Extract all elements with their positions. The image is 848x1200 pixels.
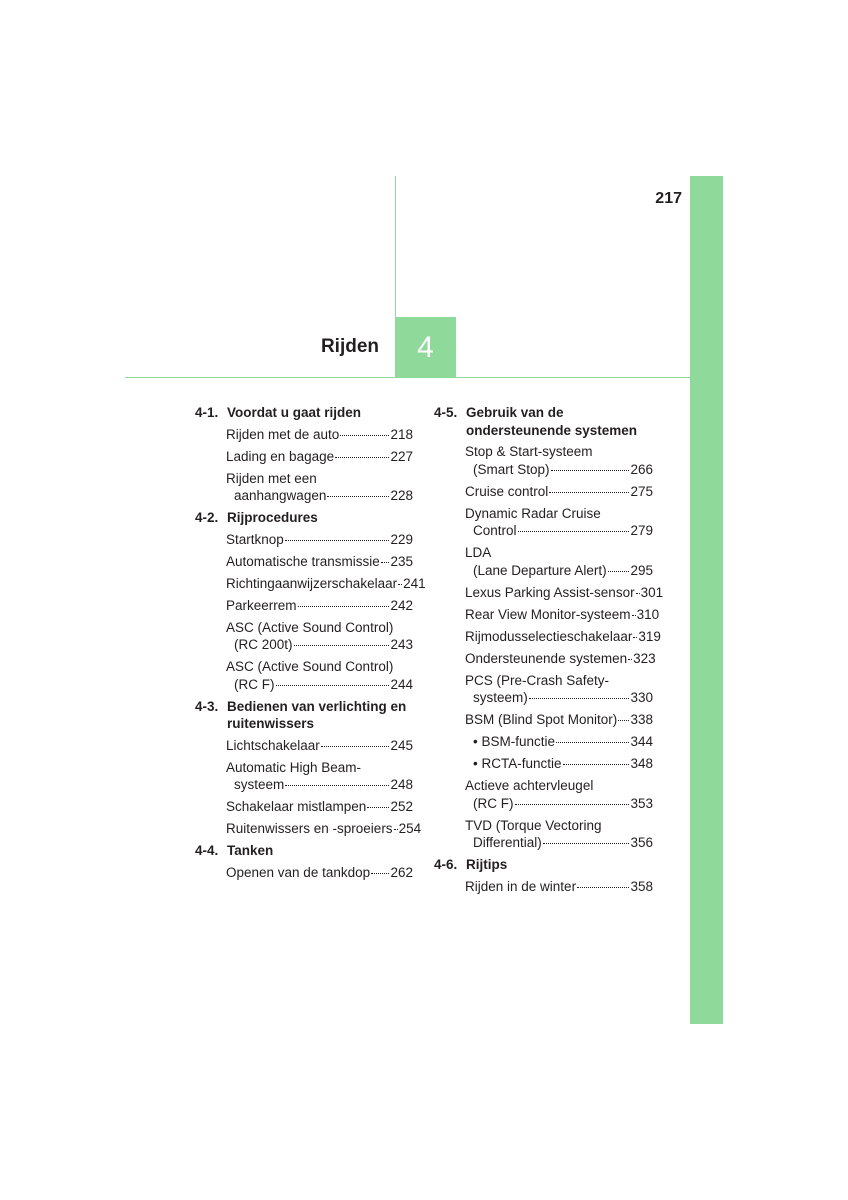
dot-leader bbox=[298, 606, 390, 607]
toc-entry-page: 344 bbox=[630, 734, 653, 749]
toc-entry-page: 295 bbox=[630, 562, 653, 578]
toc-entry-text: Actieve achtervleugel bbox=[465, 778, 594, 793]
toc-entry[interactable] bbox=[195, 737, 413, 755]
toc-entry[interactable] bbox=[434, 733, 653, 751]
toc-entry[interactable] bbox=[434, 628, 661, 646]
toc-entry-text: • RCTA-functie bbox=[473, 756, 562, 771]
toc-entry-text: Parkeerrem bbox=[226, 597, 297, 613]
toc-entry-page: 248 bbox=[390, 777, 413, 792]
toc-entry-text: systeem bbox=[234, 777, 285, 792]
toc-entry[interactable] bbox=[434, 817, 653, 852]
dot-leader bbox=[618, 720, 629, 721]
toc-entry-page: 353 bbox=[630, 795, 653, 811]
toc-entry-text: Rijmodusselectieschakelaar bbox=[465, 628, 633, 644]
toc-entry-page: 330 bbox=[630, 690, 653, 705]
toc-entry-text: Openen van de tankdop bbox=[226, 864, 371, 880]
toc-entry[interactable] bbox=[434, 650, 656, 668]
dot-leader bbox=[340, 435, 389, 436]
toc-entry-text: (Lane Departure Alert) bbox=[473, 562, 607, 578]
toc-right-column bbox=[434, 404, 664, 900]
toc-entry-text: Rijden met de auto bbox=[226, 426, 340, 442]
dot-leader bbox=[398, 584, 402, 585]
toc-left-column bbox=[195, 404, 426, 886]
toc-entry-text: BSM (Blind Spot Monitor) bbox=[465, 712, 618, 727]
toc-entry-text: Rijden in de winter bbox=[465, 878, 577, 894]
toc-entry-page: 358 bbox=[630, 878, 653, 894]
toc-entry-page: 338 bbox=[630, 712, 653, 727]
dot-leader bbox=[549, 492, 629, 493]
toc-entry-text: Rear View Monitor-systeem bbox=[465, 606, 631, 622]
toc-entry-text: aanhangwagen bbox=[234, 488, 327, 503]
dot-leader bbox=[294, 645, 390, 646]
dot-leader bbox=[543, 843, 630, 844]
section-title: Voordat u gaat rijden bbox=[227, 405, 362, 420]
dot-leader bbox=[518, 531, 630, 532]
toc-section-heading bbox=[195, 842, 413, 860]
toc-entry-text: Ruitenwissers en -sproeiers bbox=[226, 821, 393, 836]
toc-entry[interactable] bbox=[434, 584, 664, 602]
toc-entry-page: 244 bbox=[390, 676, 413, 692]
dot-leader bbox=[394, 829, 398, 830]
toc-entry[interactable] bbox=[434, 878, 653, 896]
toc-entry-text: Dynamic Radar Cruise bbox=[465, 505, 601, 521]
toc-entry[interactable] bbox=[195, 426, 413, 444]
header-vertical-rule bbox=[395, 176, 396, 318]
section-number: 4-3. bbox=[195, 698, 219, 714]
toc-section-heading bbox=[434, 404, 653, 439]
toc-entry-page: 275 bbox=[630, 483, 653, 499]
toc-entry-page: 254 bbox=[398, 821, 422, 836]
toc-entry-page: 266 bbox=[630, 461, 653, 477]
toc-entry-text: (RC 200t) bbox=[234, 637, 293, 652]
dot-leader bbox=[321, 746, 390, 747]
toc-entry-page: 242 bbox=[390, 597, 413, 613]
toc-entry-text: • BSM-functie bbox=[473, 734, 556, 749]
toc-entry-page: 356 bbox=[630, 835, 653, 850]
toc-entry-page: 319 bbox=[638, 628, 661, 644]
dot-leader bbox=[636, 593, 640, 594]
page-number: 217 bbox=[655, 190, 682, 207]
chapter-side-tab bbox=[690, 176, 723, 1024]
dot-leader bbox=[327, 496, 389, 497]
dot-leader bbox=[633, 637, 637, 638]
toc-entry[interactable] bbox=[195, 820, 422, 838]
toc-entry[interactable] bbox=[434, 483, 653, 501]
toc-entry-text: TVD (Torque Vectoring bbox=[465, 817, 602, 833]
dot-leader bbox=[628, 659, 632, 660]
toc-entry[interactable] bbox=[434, 711, 653, 729]
toc-entry-text: PCS (Pre-Crash Safety- bbox=[465, 672, 610, 688]
toc-entry-text: Differential) bbox=[473, 835, 542, 850]
section-title: Bedienen van verlichting en ruitenwissers bbox=[227, 698, 407, 731]
toc-entry[interactable] bbox=[195, 798, 413, 816]
toc-entry-page: 229 bbox=[390, 531, 413, 547]
toc-entry[interactable] bbox=[434, 755, 653, 773]
toc-entry[interactable] bbox=[434, 505, 653, 540]
toc-entry-page: 245 bbox=[390, 737, 413, 753]
toc-entry-text: Automatic High Beam- bbox=[226, 759, 362, 775]
toc-entry-page: 348 bbox=[630, 756, 653, 771]
toc-entry[interactable] bbox=[195, 553, 413, 571]
toc-entry-page: 235 bbox=[390, 553, 413, 569]
dot-leader bbox=[367, 807, 389, 808]
toc-entry-text: ASC (Active Sound Control) bbox=[226, 659, 394, 674]
toc-entry-text: Cruise control bbox=[465, 483, 549, 499]
toc-entry[interactable] bbox=[195, 531, 413, 549]
toc-entry-text: Stop & Start-systeem bbox=[465, 444, 593, 459]
dot-leader bbox=[551, 470, 630, 471]
toc-entry-text: Lichtschakelaar bbox=[226, 737, 320, 753]
toc-entry-text: Lading en bagage bbox=[226, 448, 335, 464]
section-title: Rijprocedures bbox=[227, 510, 318, 525]
toc-entry-text: LDA bbox=[465, 545, 492, 560]
toc-entry[interactable] bbox=[434, 544, 653, 579]
toc-entry-text: systeem) bbox=[473, 690, 528, 705]
toc-entry[interactable] bbox=[195, 470, 413, 505]
dot-leader bbox=[371, 873, 389, 874]
toc-entry-text: Rijden met een bbox=[226, 470, 317, 486]
toc-entry-page: 228 bbox=[390, 488, 413, 503]
toc-entry-text: Ondersteunende systemen bbox=[465, 650, 628, 666]
toc-entry-page: 323 bbox=[633, 650, 656, 666]
toc-entry[interactable] bbox=[195, 448, 413, 466]
dot-leader bbox=[381, 562, 390, 563]
dot-leader bbox=[515, 804, 630, 805]
toc-entry-page: 279 bbox=[630, 523, 653, 538]
toc-entry-text: Automatische transmissie bbox=[226, 553, 380, 569]
dot-leader bbox=[563, 764, 630, 765]
chapter-title: Rijden bbox=[320, 336, 379, 357]
dot-leader bbox=[285, 540, 390, 541]
toc-entry-page: 243 bbox=[390, 637, 413, 652]
dot-leader bbox=[556, 742, 629, 743]
section-title: Rijtips bbox=[466, 857, 508, 872]
section-number: 4-4. bbox=[195, 843, 219, 858]
toc-entry[interactable] bbox=[195, 597, 413, 615]
toc-entry[interactable] bbox=[195, 619, 413, 654]
dot-leader bbox=[632, 615, 636, 616]
dot-leader bbox=[285, 785, 389, 786]
dot-leader bbox=[577, 887, 629, 888]
toc-entry-text: (RC F) bbox=[234, 676, 275, 692]
toc-entry-page: 241 bbox=[403, 575, 426, 591]
toc-entry-text: (Smart Stop) bbox=[473, 461, 550, 477]
toc-entry-text: Startknop bbox=[226, 531, 284, 547]
toc-entry-text: Lexus Parking Assist-sensor bbox=[465, 584, 635, 600]
toc-entry[interactable] bbox=[434, 777, 653, 812]
dot-leader bbox=[335, 457, 389, 458]
toc-entry-page: 301 bbox=[640, 584, 664, 600]
section-number: 4-1. bbox=[195, 405, 219, 420]
toc-entry[interactable] bbox=[434, 606, 660, 624]
section-title: Tanken bbox=[227, 843, 274, 858]
toc-entry-text: Control bbox=[473, 523, 517, 538]
chapter-number-box: 4 bbox=[395, 317, 456, 378]
dot-leader bbox=[529, 698, 630, 699]
toc-entry[interactable] bbox=[195, 759, 413, 794]
dot-leader bbox=[276, 685, 390, 686]
section-number: 4-2. bbox=[195, 510, 219, 525]
toc-entry-page: 218 bbox=[390, 426, 413, 442]
section-title: Gebruik van de ondersteunende systemen bbox=[466, 405, 638, 438]
toc-section-heading bbox=[195, 509, 413, 527]
toc-entry[interactable] bbox=[195, 864, 413, 882]
toc-section-heading bbox=[195, 404, 413, 422]
toc-entry-page: 310 bbox=[636, 606, 660, 622]
toc-entry-page: 252 bbox=[390, 799, 413, 814]
toc-entry-page: 262 bbox=[390, 864, 413, 880]
toc-entry-text: Schakelaar mistlampen bbox=[226, 799, 367, 814]
toc-entry-text: ASC (Active Sound Control) bbox=[226, 619, 394, 635]
toc-section-heading bbox=[195, 698, 413, 733]
dot-leader bbox=[608, 571, 630, 572]
toc-entry-text: Richtingaanwijzerschakelaar bbox=[226, 575, 398, 591]
section-number: 4-6. bbox=[434, 857, 458, 872]
toc-entry[interactable] bbox=[434, 672, 653, 707]
section-number: 4-5. bbox=[434, 405, 458, 420]
toc-entry[interactable] bbox=[195, 658, 413, 693]
toc-entry-text: (RC F) bbox=[473, 795, 514, 811]
toc-entry[interactable] bbox=[434, 443, 653, 478]
toc-entry[interactable] bbox=[195, 575, 426, 593]
toc-section-heading bbox=[434, 856, 653, 874]
toc-entry-page: 227 bbox=[390, 448, 413, 464]
